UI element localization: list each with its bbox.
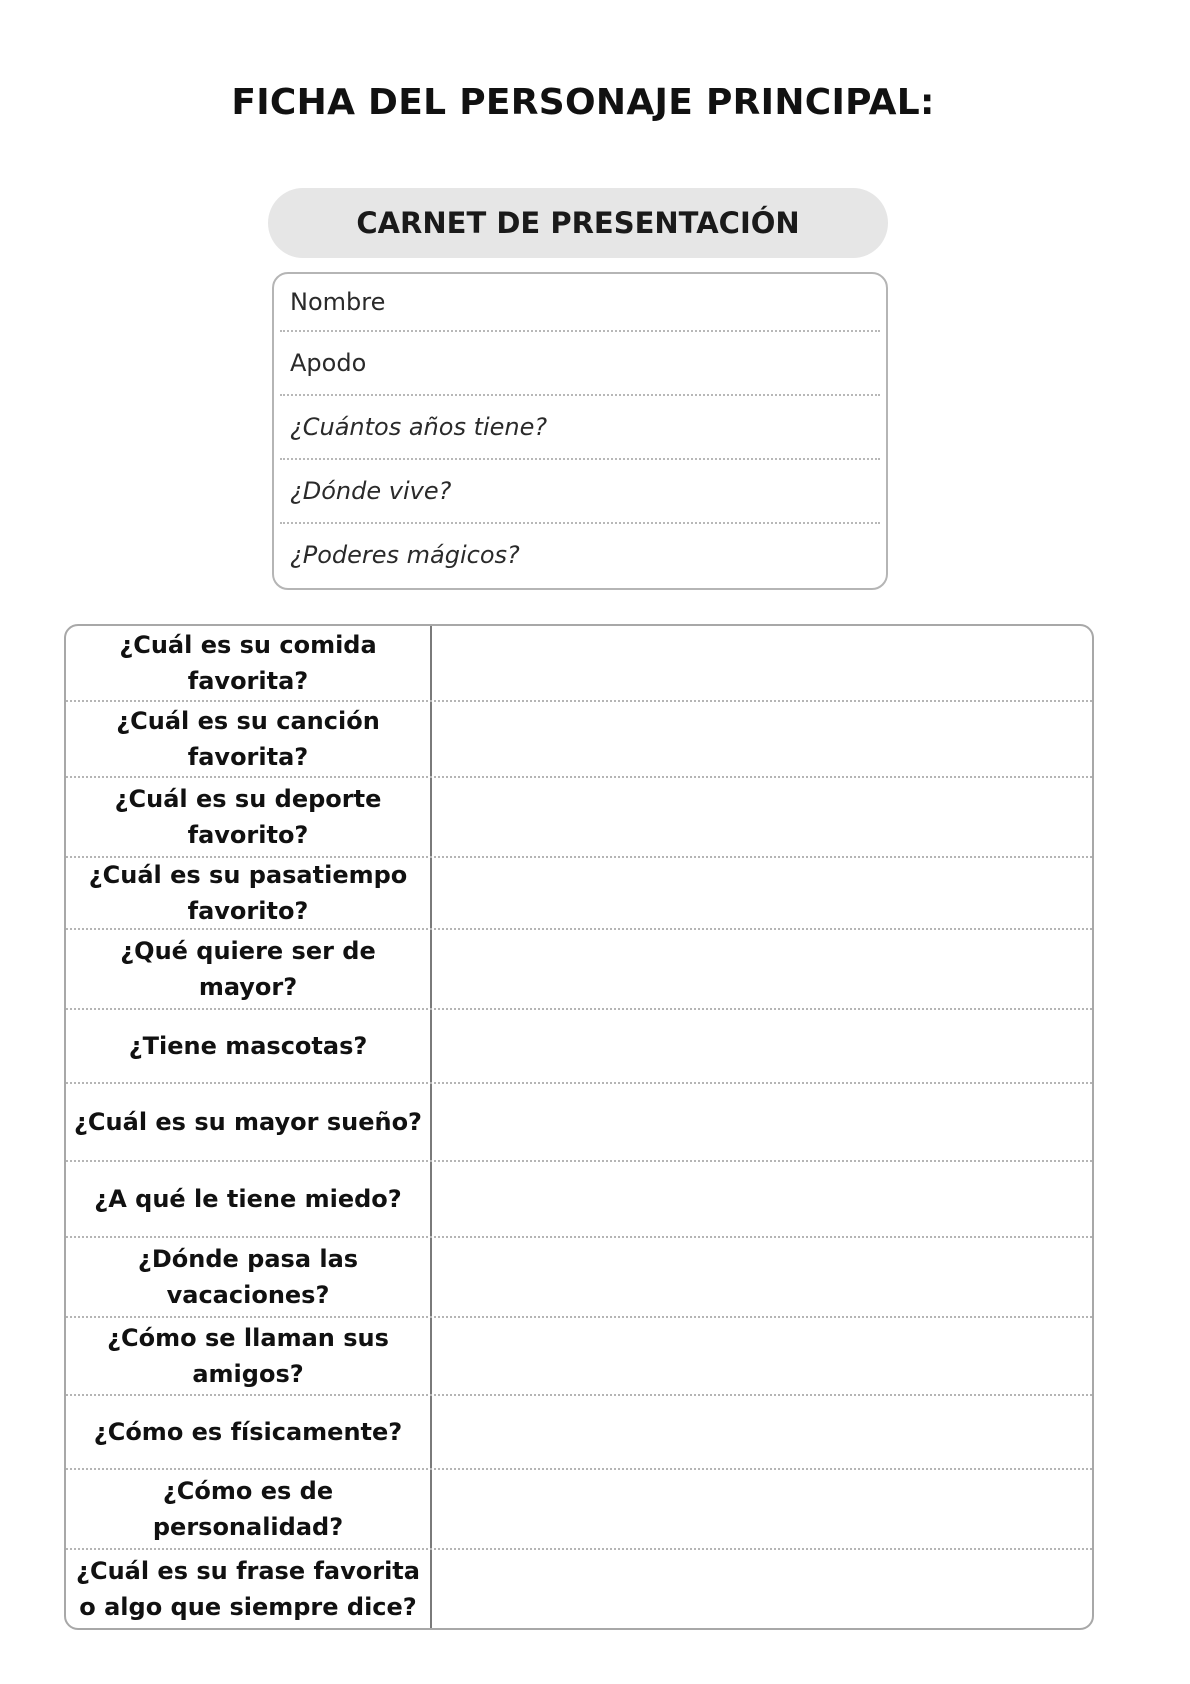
answer-field[interactable]: [430, 702, 1092, 776]
question-label: ¿Qué quiere ser de mayor?: [120, 937, 376, 1001]
question-label: ¿Cómo es de personalidad?: [152, 1477, 344, 1541]
answer-field[interactable]: [430, 1318, 1092, 1394]
page-title: FICHA DEL PERSONAJE PRINCIPAL:: [231, 82, 935, 123]
residence-field[interactable]: [280, 460, 880, 524]
question-label: ¿Cuál es su pasatiempo favorito?: [88, 861, 408, 925]
answer-field[interactable]: [430, 1162, 1092, 1236]
answer-field[interactable]: [430, 1238, 1092, 1316]
table-row: [66, 626, 1092, 702]
age-field[interactable]: [280, 396, 880, 460]
answer-field[interactable]: [430, 1084, 1092, 1160]
answer-field[interactable]: [430, 1550, 1092, 1628]
answer-field[interactable]: [430, 626, 1092, 700]
answer-field[interactable]: [430, 1396, 1092, 1468]
table-row: [66, 1162, 1092, 1238]
residence-field-label: ¿Dónde vive?: [290, 477, 452, 505]
question-label: ¿Cuál es su mayor sueño?: [74, 1108, 422, 1136]
questions-table: [64, 624, 1094, 1630]
answer-field[interactable]: [430, 858, 1092, 928]
name-field[interactable]: [280, 274, 880, 332]
card-header: CARNET DE PRESENTACIÓN: [268, 188, 888, 258]
magic-powers-field-label: ¿Poderes mágicos?: [290, 541, 520, 569]
question-label: ¿Tiene mascotas?: [128, 1032, 368, 1060]
answer-field[interactable]: [430, 1470, 1092, 1548]
table-row: [66, 1396, 1092, 1470]
table-row: [66, 1238, 1092, 1318]
question-label: ¿Cuál es su comida favorita?: [119, 631, 377, 695]
table-row: [66, 778, 1092, 858]
question-label: ¿A qué le tiene miedo?: [94, 1185, 402, 1213]
name-field-label: Nombre: [290, 288, 386, 316]
question-label: ¿Dónde pasa las vacaciones?: [137, 1245, 359, 1309]
presentation-card: [272, 272, 888, 590]
table-row: [66, 930, 1092, 1010]
answer-field[interactable]: [430, 930, 1092, 1008]
table-row: [66, 1318, 1092, 1396]
nickname-field[interactable]: [280, 332, 880, 396]
table-row: [66, 1550, 1092, 1628]
table-row: [66, 1470, 1092, 1550]
question-label: ¿Cuál es su deporte favorito?: [114, 785, 382, 849]
table-row: [66, 702, 1092, 778]
answer-field[interactable]: [430, 778, 1092, 856]
nickname-field-label: Apodo: [290, 349, 367, 377]
answer-field[interactable]: [430, 1010, 1092, 1082]
question-label: ¿Cómo se llaman sus amigos?: [107, 1324, 389, 1388]
question-label: ¿Cómo es físicamente?: [93, 1418, 403, 1446]
question-label: ¿Cuál es su canción favorita?: [116, 707, 380, 771]
magic-powers-field[interactable]: [280, 524, 880, 586]
table-row: [66, 1084, 1092, 1162]
question-label: ¿Cuál es su frase favorita o algo que siempre dice?: [76, 1557, 420, 1621]
age-field-label: ¿Cuántos años tiene?: [290, 413, 548, 441]
table-row: [66, 858, 1092, 930]
table-row: [66, 1010, 1092, 1084]
